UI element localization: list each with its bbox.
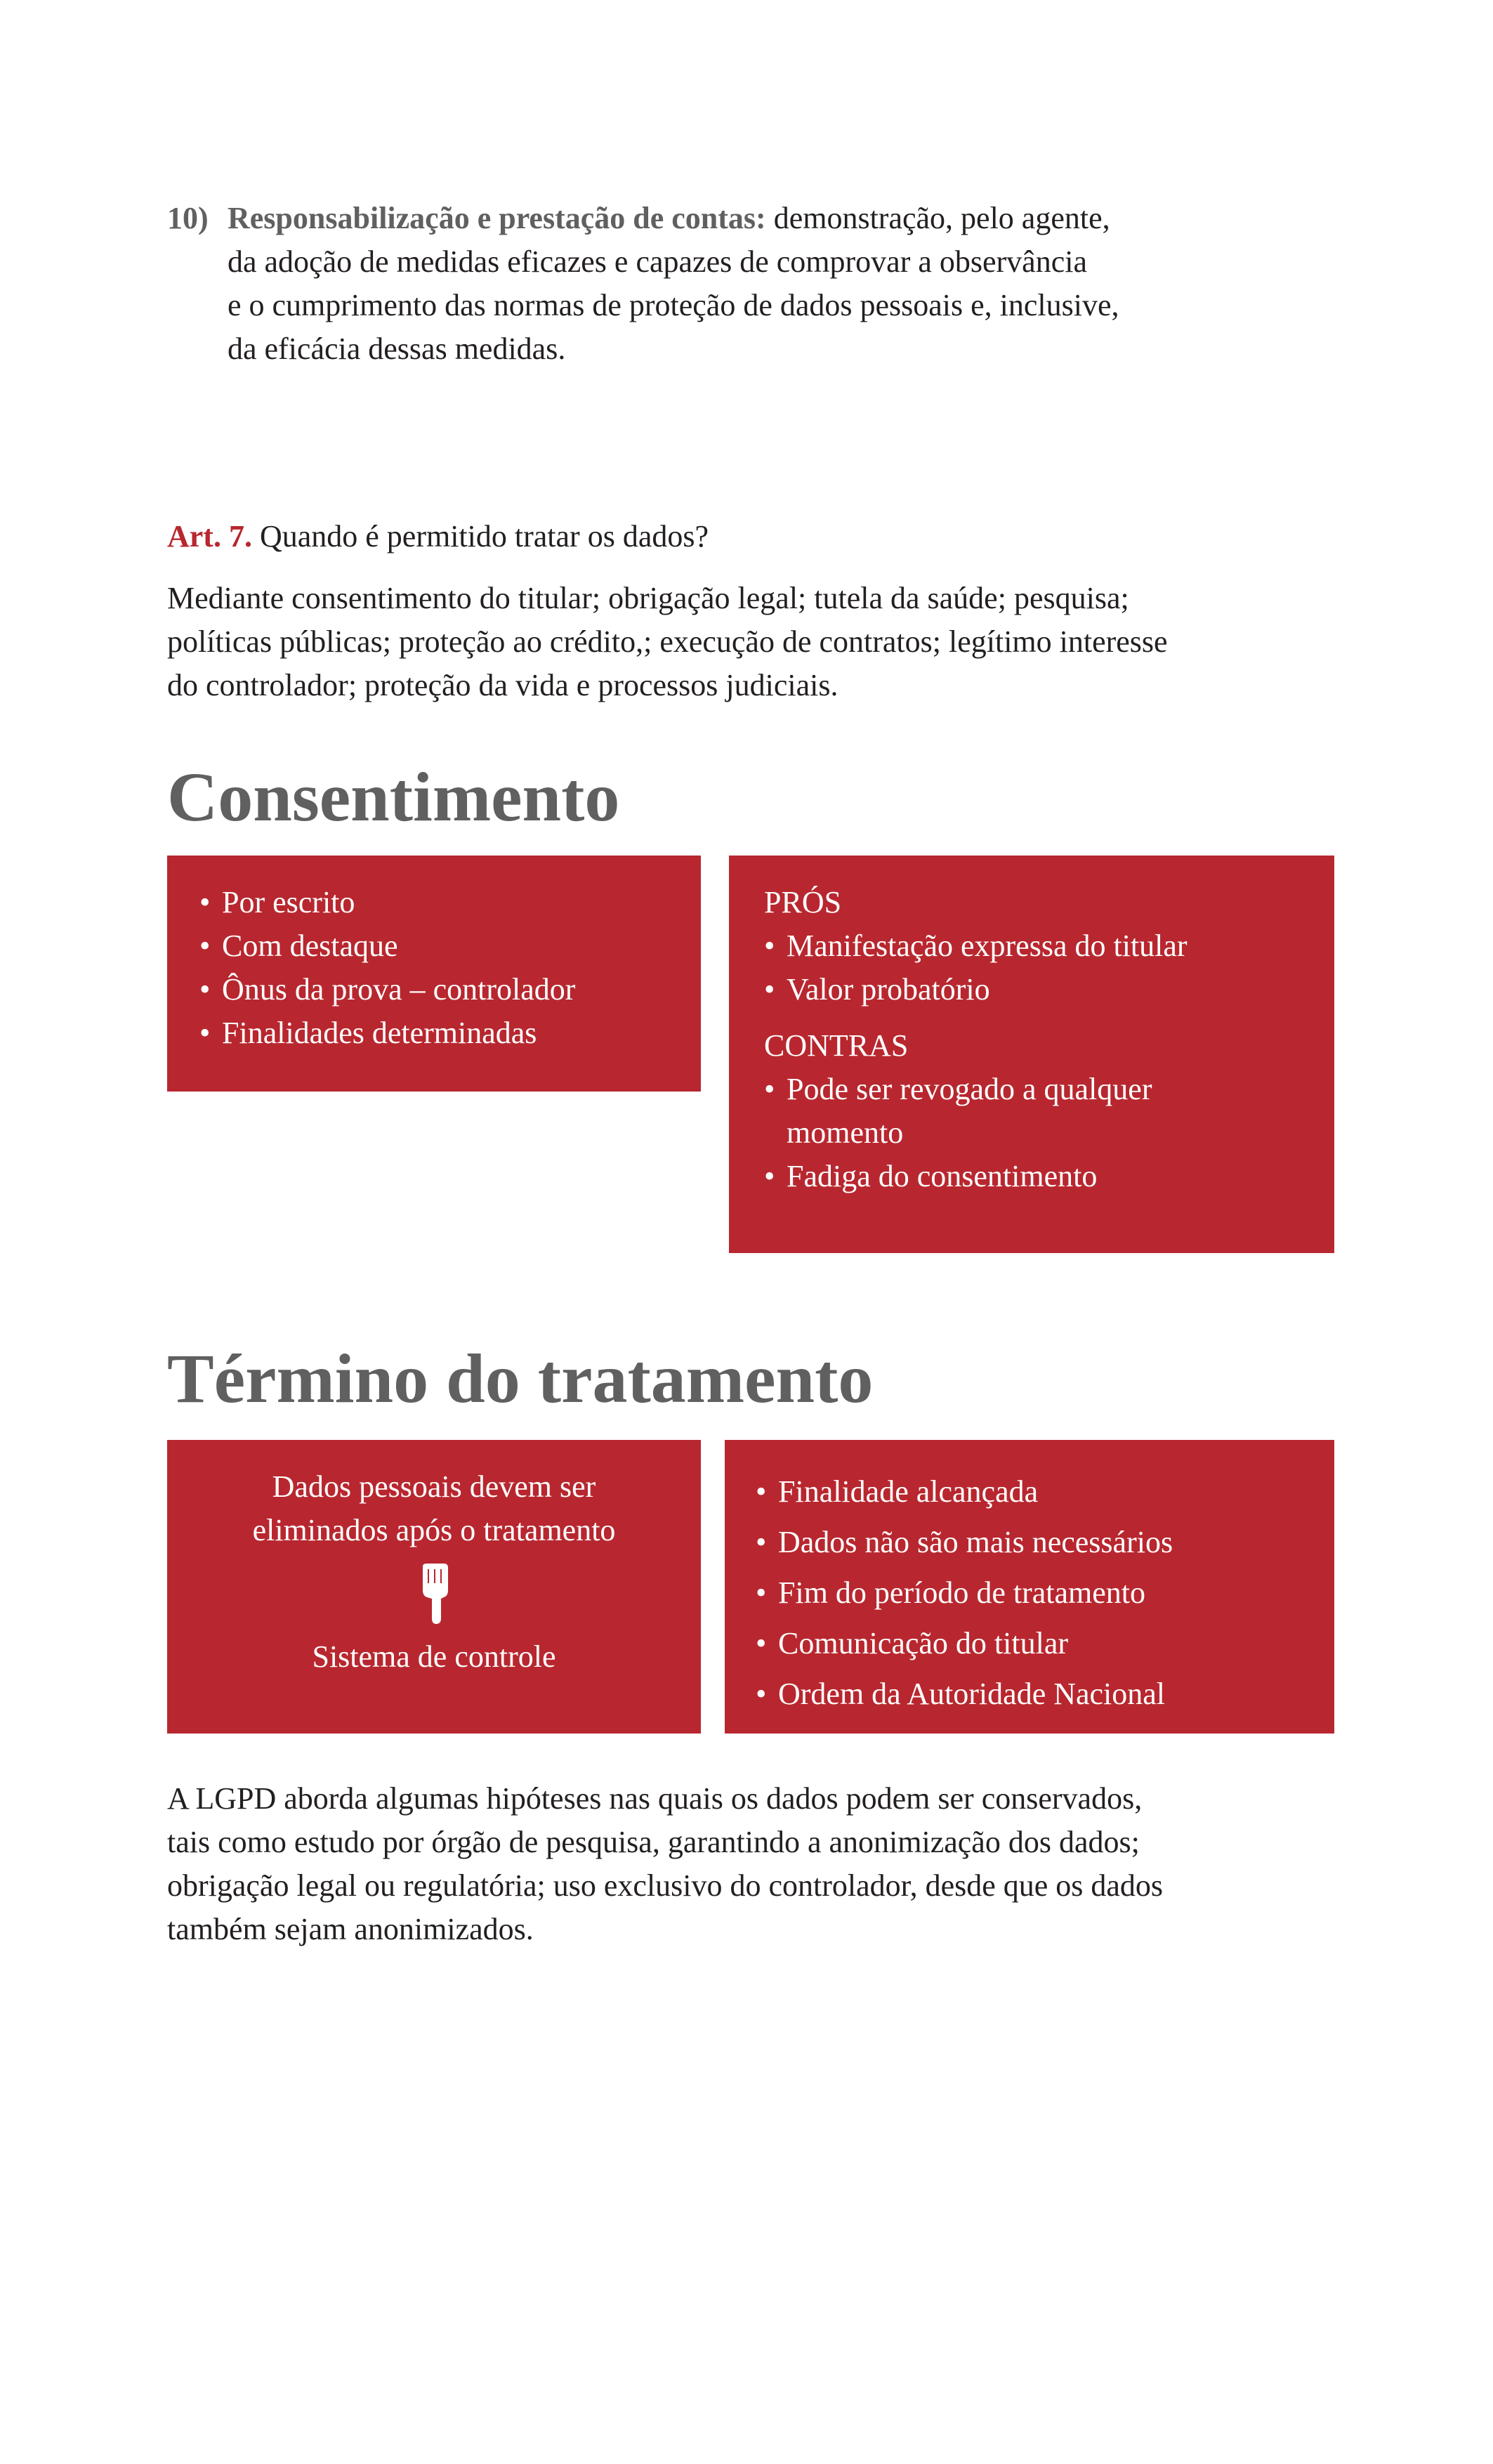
termination-heading: Término do tratamento — [167, 1339, 874, 1417]
list-item: • Ordem da Autoridade Nacional — [756, 1669, 1334, 1719]
list-item: • Finalidade alcançada — [756, 1467, 1334, 1517]
article-question: Quando é permitido tratar os dados? — [251, 519, 709, 553]
consent-heading: Consentimento — [167, 758, 620, 836]
list-item: • Fadiga do consentimento — [764, 1155, 1228, 1198]
pros-label: PRÓS — [764, 885, 842, 919]
pointing-down-hand-icon — [413, 1562, 455, 1625]
list-item: • Ônus da prova – controlador — [199, 968, 701, 1011]
list-item: • Com destaque — [199, 924, 701, 968]
consent-requirements-box — [167, 856, 701, 1092]
list-item: • Manifestação expressa do titular — [764, 924, 1334, 968]
closing-line: tais como estudo por órgão de pesquisa, garantindo a anonimização dos dados; — [167, 1825, 1140, 1859]
article-title — [167, 515, 1333, 558]
principle-line-1: demonstração, pelo agente, — [765, 201, 1110, 235]
list-item: • Pode ser revogado a qualquer momento — [764, 1068, 1228, 1155]
cons-label: CONTRAS — [764, 1028, 909, 1063]
list-item: • Comunicação do titular — [756, 1618, 1334, 1669]
principle-text — [228, 197, 1333, 371]
control-system-label: Sistema de controle — [312, 1639, 556, 1674]
article-answer-line: políticas públicas; proteção ao crédito,; execução de contratos; legítimo interesse — [167, 624, 1168, 659]
article-answer-line: do controlador; proteção da vida e processos judiciais. — [167, 668, 838, 702]
list-item: • Valor probatório — [764, 968, 1334, 1011]
principle-line-2: da adoção de medidas eficazes e capazes de comprovar a observância — [228, 244, 1087, 279]
article-answer — [167, 577, 1347, 707]
closing-line: obrigação legal ou regulatória; uso exclusivo do controlador, desde que os dados — [167, 1868, 1164, 1903]
termination-left-box — [167, 1440, 701, 1734]
termination-reasons-list — [756, 1467, 1334, 1719]
principle-lead: Responsabilização e prestação de contas: — [228, 201, 766, 235]
principle-10 — [167, 197, 1333, 371]
pros-list — [764, 924, 1334, 1011]
termination-left-line: eliminados após o tratamento — [252, 1513, 616, 1547]
closing-line: A LGPD aborda algumas hipóteses nas quais os dados podem ser conservados, — [167, 1781, 1143, 1816]
consent-requirements-list — [199, 881, 701, 1055]
principle-line-4: da eficácia dessas medidas. — [228, 332, 566, 366]
list-item: • Fim do período de tratamento — [756, 1568, 1334, 1618]
principle-line-3: e o cumprimento das normas de proteção de dados pessoais e, inclusive, — [228, 288, 1119, 322]
closing-line: também sejam anonimizados. — [167, 1912, 534, 1946]
closing-paragraph — [167, 1777, 1347, 1951]
consent-pros-cons-box — [729, 856, 1334, 1253]
principle-number: 10) — [167, 201, 209, 235]
list-item: • Finalidades determinadas — [199, 1011, 701, 1055]
article-label: Art. 7. — [167, 519, 252, 553]
article-answer-line: Mediante consentimento do titular; obrigação legal; tutela da saúde; pesquisa; — [167, 581, 1129, 615]
list-item: • Dados não são mais necessários — [756, 1517, 1334, 1568]
termination-reasons-box — [725, 1440, 1334, 1734]
cons-list — [764, 1068, 1228, 1198]
list-item: • Por escrito — [199, 881, 701, 924]
termination-left-line: Dados pessoais devem ser — [272, 1469, 596, 1504]
